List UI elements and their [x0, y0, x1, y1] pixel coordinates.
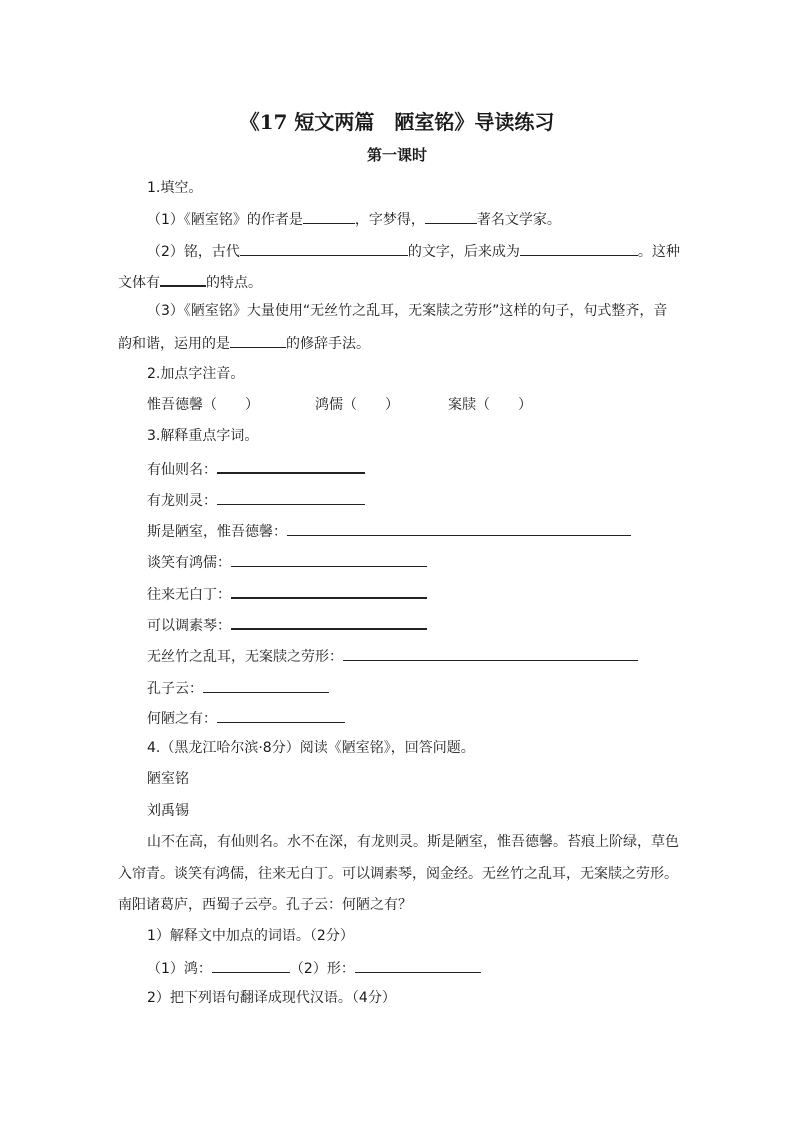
q1-item3-text-c: 的修辞手法。 — [286, 336, 370, 352]
q3-item — [147, 613, 427, 636]
q3-item — [147, 551, 427, 573]
q1-item2-text-a: （2）铭，古代 — [147, 244, 240, 260]
q1-heading: 1.填空。 — [147, 180, 203, 196]
q2-word-3: 案牍（ ） — [448, 397, 532, 413]
q1-item2-text-b: 的文字，后来成为 — [407, 244, 520, 260]
q4-sub1-answers — [147, 957, 481, 979]
q3-item — [147, 645, 638, 667]
q1-item1-text-c: 著名文学家。 — [476, 212, 561, 228]
q3-item-label: 往来无白丁： — [147, 587, 231, 603]
answer-line — [343, 645, 638, 661]
poem-title: 陋室铭 — [147, 771, 189, 787]
era-blank — [425, 208, 477, 224]
poem-line-1: 山不在高，有仙则名。水不在深，有龙则灵。斯是陋室，惟吾德馨。苔痕上阶绿，草色 — [147, 834, 679, 850]
q3-item-label: 无丝竹之乱耳，无案牍之劳形： — [147, 649, 343, 665]
later-became-blank — [520, 240, 638, 256]
answer-line — [231, 613, 427, 630]
q3-item-label: 有仙则名： — [147, 462, 217, 478]
q2-heading: 2.加点字注音。 — [147, 366, 245, 382]
q3-item-label: 斯是陋室，惟吾德馨： — [147, 524, 287, 540]
q1-item1-text-b: ，字梦得， — [354, 212, 425, 228]
q4-sub2-heading: 2）把下列语句翻译成现代汉语。（4分） — [147, 990, 396, 1006]
q3-item — [147, 520, 631, 542]
rhetoric-blank — [230, 332, 286, 348]
ming-meaning-blank — [240, 240, 408, 256]
q1-item3: （3）《陋室铭》大量使用“无丝竹之乱耳，无案牍之劳形”这样的句子，句式整齐，音 — [147, 303, 668, 319]
answer-line — [212, 957, 290, 973]
answer-line — [287, 520, 631, 536]
feature-blank — [160, 270, 206, 287]
q1-item1-text-a: （1）《陋室铭》的作者是 — [147, 212, 303, 228]
q4-sub1-label-b: （2）形： — [289, 961, 355, 977]
q4-sub1-label-a: （1）鸿： — [147, 961, 212, 977]
q3-item-label: 可以调素琴： — [147, 618, 231, 634]
answer-line — [231, 551, 427, 567]
answer-line — [217, 707, 345, 723]
q4-heading: 4.（黑龙江哈尔滨·8分）阅读《陋室铭》，回答问题。 — [147, 740, 475, 756]
q1-item2 — [147, 240, 680, 262]
q2-word-1: 惟吾德馨（ ） — [147, 397, 259, 413]
q1-item3-text-b: 韵和谐，运用的是 — [118, 336, 230, 352]
q1-item2-cont — [118, 270, 262, 293]
poem-author: 刘禹锡 — [147, 803, 189, 819]
poem-line-2: 入帘青。谈笑有鸿儒，往来无白丁。可以调素琴，阅金经。无丝竹之乱耳，无案牍之劳形。 — [118, 866, 678, 882]
author-blank — [303, 208, 355, 224]
answer-line — [217, 489, 365, 505]
page-title: 《17 短文两篇 陋室铭》导读练习 — [239, 110, 555, 134]
q3-item-label: 有龙则灵： — [147, 493, 217, 509]
q3-item-label: 谈笑有鸿儒： — [147, 555, 231, 571]
q3-heading: 3.解释重点字词。 — [147, 428, 259, 444]
q3-item-label: 何陋之有： — [147, 711, 217, 727]
q3-item — [147, 707, 345, 729]
q1-item2-text-c: 。这种 — [637, 244, 680, 260]
q3-item — [147, 457, 365, 480]
answer-line — [355, 957, 481, 973]
q1-item1 — [147, 208, 561, 230]
q3-item — [147, 677, 329, 699]
q4-sub1-heading: 1）解释文中加点的词语。（2分） — [147, 928, 354, 944]
q3-item — [147, 489, 365, 511]
answer-line — [217, 457, 365, 474]
answer-line — [203, 677, 329, 693]
q3-item — [147, 582, 427, 605]
poem-line-3: 南阳诸葛庐，西蜀子云亭。孔子云：何陋之有？ — [118, 897, 412, 913]
q1-item3-cont — [118, 332, 370, 354]
answer-line — [231, 582, 427, 599]
q1-item2-text-d: 文体有 — [118, 275, 160, 291]
lesson-subtitle: 第一课时 — [366, 146, 427, 164]
q2-word-2: 鸿儒（ ） — [315, 397, 399, 413]
q1-item2-text-e: 的特点。 — [206, 275, 262, 291]
q3-item-label: 孔子云： — [147, 681, 203, 697]
